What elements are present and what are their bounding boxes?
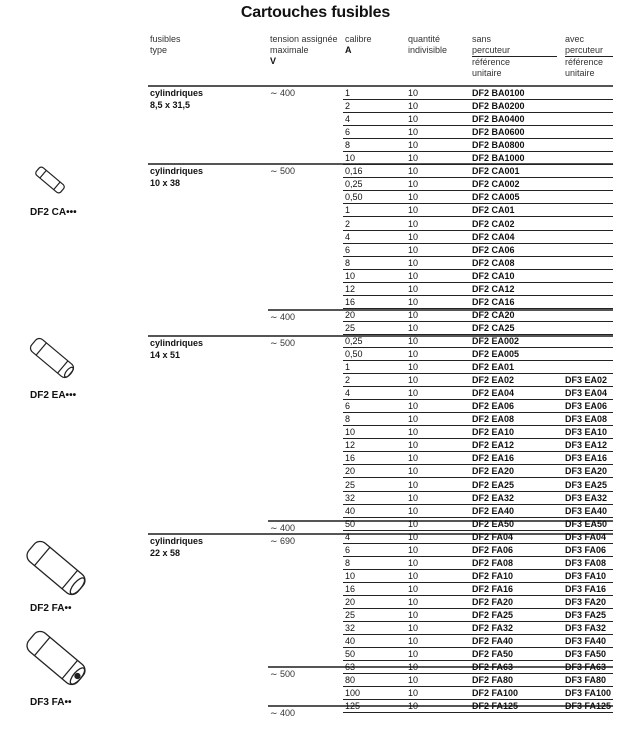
rating-cell: 100 [345, 688, 361, 698]
ref-without-striker-cell: DF2 CA12 [472, 284, 515, 294]
qty-cell: 10 [408, 440, 419, 450]
rating-cell: 0,16 [345, 166, 363, 176]
ref-with-striker-cell: DF3 FA04 [565, 532, 607, 542]
ref-without-striker-cell: DF2 FA25 [472, 610, 514, 620]
ref-with-striker-cell: DF3 EA50 [565, 519, 608, 529]
group-type-14x51 [150, 337, 203, 361]
voltage-label: ∼ 500 [270, 166, 296, 176]
qty-cell: 10 [408, 519, 419, 529]
ref-without-striker-cell: DF2 CA10 [472, 271, 515, 281]
row-divider [343, 477, 613, 478]
ref-with-striker-cell: DF3 EA12 [565, 440, 608, 450]
rating-cell: 20 [345, 466, 356, 476]
rating-cell: 0,50 [345, 349, 363, 359]
qty-cell: 10 [408, 362, 419, 372]
header-with-line1: avec [565, 34, 585, 44]
ref-without-striker-cell: DF2 FA100 [472, 688, 519, 698]
rating-cell: 25 [345, 610, 356, 620]
ref-without-striker-cell: DF2 CA04 [472, 232, 515, 242]
qty-cell: 10 [408, 245, 419, 255]
header-with-line4: unitaire [565, 68, 595, 78]
qty-cell: 10 [408, 179, 419, 189]
page-title: Cartouches fusibles [240, 4, 391, 21]
qty-cell: 10 [408, 349, 419, 359]
rating-cell: 10 [345, 153, 356, 163]
ref-with-striker-cell: DF3 EA02 [565, 375, 608, 385]
ref-with-striker-cell: DF3 EA20 [565, 466, 608, 476]
group-separator [148, 533, 613, 535]
header-voltage [270, 34, 338, 67]
ref-without-striker-cell: DF2 CA16 [472, 297, 515, 307]
ref-without-striker-cell: DF2 EA20 [472, 466, 515, 476]
rating-cell: 10 [345, 271, 356, 281]
qty-cell: 10 [408, 232, 419, 242]
voltage-label: ∼ 400 [270, 523, 296, 533]
rating-cell: 2 [345, 219, 351, 229]
rating-cell: 80 [345, 675, 356, 685]
qty-cell: 10 [408, 545, 419, 555]
rating-cell: 4 [345, 232, 351, 242]
ref-without-striker-cell: DF2 BA0800 [472, 140, 525, 150]
header-voltage-line1: tension assignée [270, 34, 338, 44]
qty-cell: 10 [408, 688, 419, 698]
header-qty-line1: quantité [408, 34, 441, 44]
header-voltage-unit: V [270, 56, 277, 66]
ref-without-striker-cell: DF2 FA08 [472, 558, 514, 568]
ref-with-striker-cell: DF3 FA16 [565, 584, 607, 594]
ref-without-striker-cell: DF2 CA002 [472, 179, 520, 189]
ref-with-striker-cell: DF3 FA100 [565, 688, 612, 698]
ref-without-striker-cell: DF2 FA10 [472, 571, 514, 581]
voltage-label: ∼ 400 [270, 708, 296, 718]
group-type-label: cylindriques [150, 536, 204, 546]
ref-without-striker-cell: DF2 EA12 [472, 440, 515, 450]
qty-cell: 10 [408, 101, 419, 111]
qty-cell: 10 [408, 219, 419, 229]
group-type-label: cylindriques [150, 166, 204, 176]
ref-without-striker-cell: DF2 EA02 [472, 375, 515, 385]
ref-without-striker-cell: DF2 BA0200 [472, 101, 525, 111]
qty-cell: 10 [408, 205, 419, 215]
header-without-line1: sans [472, 34, 492, 44]
qty-cell: 10 [408, 597, 419, 607]
ref-with-striker-cell: DF3 EA08 [565, 414, 608, 424]
row-divider [343, 216, 613, 217]
rating-cell: 32 [345, 623, 356, 633]
qty-cell: 10 [408, 414, 419, 424]
qty-cell: 10 [408, 375, 419, 385]
qty-cell: 10 [408, 610, 419, 620]
qty-cell: 10 [408, 258, 419, 268]
group-separator [148, 335, 613, 337]
qty-cell: 10 [408, 297, 419, 307]
rating-cell: 6 [345, 545, 351, 555]
rating-cell: 20 [345, 310, 356, 320]
rating-cell: 125 [345, 701, 361, 711]
header-without-line4: unitaire [472, 68, 502, 78]
qty-cell: 10 [408, 532, 419, 542]
ref-without-striker-cell: DF2 EA10 [472, 427, 515, 437]
header-without-line3: référence [472, 57, 511, 67]
ref-with-striker-cell: DF3 EA06 [565, 401, 608, 411]
ref-without-striker-cell: DF2 EA40 [472, 506, 515, 516]
voltage-label: ∼ 500 [270, 669, 296, 679]
qty-cell: 10 [408, 584, 419, 594]
voltage-separator [268, 520, 613, 522]
ref-without-striker-cell: DF2 FA40 [472, 636, 514, 646]
ref-without-striker-cell: DF2 CA001 [472, 166, 520, 176]
group-type-label: cylindriques [150, 88, 204, 98]
ref-without-striker-cell: DF2 FA125 [472, 701, 519, 711]
ref-without-striker-cell: DF2 CA01 [472, 205, 515, 215]
rating-cell: 1 [345, 362, 351, 372]
header-qty [408, 34, 447, 56]
ref-without-striker-cell: DF2 FA80 [472, 675, 514, 685]
rating-cell: 40 [345, 506, 356, 516]
header-rating-line1: calibre [345, 34, 372, 44]
group-separator [148, 85, 613, 87]
voltage-separator [268, 309, 613, 311]
rating-cell: 6 [345, 245, 351, 255]
group-type-size: 14 x 51 [150, 350, 181, 360]
qty-cell: 10 [408, 284, 419, 294]
voltage-label: ∼ 500 [270, 338, 296, 348]
rating-cell: 8 [345, 258, 351, 268]
rating-cell: 0,25 [345, 179, 363, 189]
ref-without-striker-cell: DF2 CA02 [472, 219, 515, 229]
ref-with-striker-cell: DF3 FA32 [565, 623, 607, 633]
qty-cell: 10 [408, 480, 419, 490]
ref-without-striker-cell: DF2 EA04 [472, 388, 515, 398]
qty-cell: 10 [408, 114, 419, 124]
ref-with-striker-cell: DF3 EA10 [565, 427, 608, 437]
rating-cell: 2 [345, 375, 351, 385]
ref-without-striker-cell: DF2 CA25 [472, 323, 515, 333]
fuse-cartridge-small-icon [30, 160, 70, 200]
qty-cell: 10 [408, 506, 419, 516]
rating-cell: 40 [345, 636, 356, 646]
voltage-label: ∼ 400 [270, 88, 296, 98]
ref-with-striker-cell: DF3 EA32 [565, 493, 608, 503]
rating-cell: 12 [345, 440, 356, 450]
ref-without-striker-cell: DF2 FA20 [472, 597, 514, 607]
fuse-cartridge-striker-icon [20, 622, 92, 694]
ref-without-striker-cell: DF2 BA1000 [472, 153, 525, 163]
ref-with-striker-cell: DF3 FA50 [565, 649, 607, 659]
product-label: DF2 FA•• [30, 603, 72, 614]
product-label: DF3 FA•• [30, 697, 72, 708]
qty-cell: 10 [408, 336, 419, 346]
rating-cell: 1 [345, 205, 351, 215]
ref-without-striker-cell: DF2 EA16 [472, 453, 515, 463]
ref-with-striker-cell: DF3 FA06 [565, 545, 607, 555]
voltage-separator [268, 666, 613, 668]
voltage-separator [268, 705, 613, 707]
rating-cell: 25 [345, 480, 356, 490]
qty-cell: 10 [408, 153, 419, 163]
rating-cell: 16 [345, 584, 356, 594]
voltage-label: ∼ 400 [270, 312, 296, 322]
ref-without-striker-cell: DF2 EA08 [472, 414, 515, 424]
rating-cell: 20 [345, 597, 356, 607]
rating-cell: 12 [345, 284, 356, 294]
qty-cell: 10 [408, 88, 419, 98]
ref-without-striker-cell: DF2 CA20 [472, 310, 515, 320]
rating-cell: 8 [345, 414, 351, 424]
header-voltage-line2: maximale [270, 45, 309, 55]
qty-cell: 10 [408, 571, 419, 581]
qty-cell: 10 [408, 701, 419, 711]
qty-cell: 10 [408, 192, 419, 202]
qty-cell: 10 [408, 140, 419, 150]
header-rating-unit: A [345, 45, 352, 55]
ref-without-striker-cell: DF2 FA50 [472, 649, 514, 659]
qty-cell: 10 [408, 623, 419, 633]
header-rating [345, 34, 372, 56]
header-type [150, 34, 181, 56]
rating-cell: 63 [345, 662, 356, 672]
rating-cell: 50 [345, 649, 356, 659]
rating-cell: 4 [345, 532, 351, 542]
rating-cell: 16 [345, 453, 356, 463]
ref-with-striker-cell: DF3 FA125 [565, 701, 612, 711]
ref-without-striker-cell: DF2 EA005 [472, 349, 520, 359]
rating-cell: 50 [345, 519, 356, 529]
ref-without-striker-cell: DF2 FA06 [472, 545, 514, 555]
ref-without-striker-cell: DF2 EA32 [472, 493, 515, 503]
header-type-line1: fusibles [150, 34, 181, 44]
qty-cell: 10 [408, 662, 419, 672]
ref-without-striker-cell: DF2 BA0100 [472, 88, 525, 98]
qty-cell: 10 [408, 388, 419, 398]
qty-cell: 10 [408, 323, 419, 333]
ref-with-striker-cell: DF3 FA80 [565, 675, 607, 685]
group-type-size: 8,5 x 31,5 [150, 100, 191, 110]
group-type-22x58 [150, 535, 203, 559]
rating-cell: 10 [345, 571, 356, 581]
ref-with-striker-cell: DF3 FA25 [565, 610, 607, 620]
ref-with-striker-cell: DF3 FA40 [565, 636, 607, 646]
ref-without-striker-cell: DF2 FA16 [472, 584, 514, 594]
ref-with-striker-cell: DF3 FA20 [565, 597, 607, 607]
product-label: DF2 CA••• [30, 207, 77, 218]
rating-cell: 4 [345, 114, 351, 124]
qty-cell: 10 [408, 401, 419, 411]
ref-without-striker-cell: DF2 CA08 [472, 258, 515, 268]
ref-with-striker-cell: DF3 EA25 [565, 480, 608, 490]
rating-cell: 0,50 [345, 192, 363, 202]
ref-with-striker-cell: DF3 EA16 [565, 453, 608, 463]
group-type-size: 22 x 58 [150, 548, 181, 558]
qty-cell: 10 [408, 649, 419, 659]
product-label: DF2 EA••• [30, 390, 77, 401]
ref-with-striker-cell: DF3 EA40 [565, 506, 608, 516]
qty-cell: 10 [408, 427, 419, 437]
ref-with-striker-cell: DF3 FA08 [565, 558, 607, 568]
ref-without-striker-cell: DF2 BA0600 [472, 127, 525, 137]
rating-cell: 4 [345, 388, 351, 398]
ref-without-striker-cell: DF2 FA04 [472, 532, 514, 542]
qty-cell: 10 [408, 166, 419, 176]
header-with-line3: référence [565, 57, 604, 67]
rating-cell: 1 [345, 88, 351, 98]
rating-cell: 8 [345, 140, 351, 150]
qty-cell: 10 [408, 453, 419, 463]
rating-cell: 2 [345, 101, 351, 111]
rating-cell: 0,25 [345, 336, 363, 346]
rating-cell: 25 [345, 323, 356, 333]
ref-without-striker-cell: DF2 BA0400 [472, 114, 525, 124]
fuse-cartridge-medium-icon [24, 330, 80, 386]
row-divider [343, 712, 613, 713]
qty-cell: 10 [408, 310, 419, 320]
group-type-size: 10 x 38 [150, 178, 181, 188]
ref-without-striker-cell: DF2 EA06 [472, 401, 515, 411]
qty-cell: 10 [408, 636, 419, 646]
qty-cell: 10 [408, 558, 419, 568]
ref-with-striker-cell: DF3 FA10 [565, 571, 607, 581]
rating-cell: 32 [345, 493, 356, 503]
ref-without-striker-cell: DF2 FA32 [472, 623, 514, 633]
fuse-cartridge-large-icon [20, 532, 92, 604]
ref-with-striker-cell: DF3 EA04 [565, 388, 608, 398]
header-qty-line2: indivisible [408, 45, 448, 55]
ref-without-striker-cell: DF2 CA005 [472, 192, 520, 202]
voltage-label: ∼ 690 [270, 536, 296, 546]
header-without-line2: percuteur [472, 45, 557, 57]
ref-without-striker-cell: DF2 EA50 [472, 519, 515, 529]
group-type-8-5x31-5 [150, 87, 203, 111]
group-type-10x38 [150, 165, 203, 189]
header-type-line2: type [150, 45, 168, 55]
rating-cell: 10 [345, 427, 356, 437]
ref-without-striker-cell: DF2 EA25 [472, 480, 515, 490]
ref-with-striker-cell: DF3 FA63 [565, 662, 607, 672]
header-with-line2: percuteur [565, 45, 613, 57]
rating-cell: 8 [345, 558, 351, 568]
ref-without-striker-cell: DF2 FA63 [472, 662, 514, 672]
ref-without-striker-cell: DF2 EA002 [472, 336, 520, 346]
qty-cell: 10 [408, 127, 419, 137]
qty-cell: 10 [408, 466, 419, 476]
group-type-label: cylindriques [150, 338, 204, 348]
qty-cell: 10 [408, 675, 419, 685]
qty-cell: 10 [408, 271, 419, 281]
header-with-striker [565, 34, 613, 79]
header-without-striker [472, 34, 557, 79]
ref-without-striker-cell: DF2 EA01 [472, 362, 515, 372]
rating-cell: 6 [345, 127, 351, 137]
qty-cell: 10 [408, 493, 419, 503]
ref-without-striker-cell: DF2 CA06 [472, 245, 515, 255]
rating-cell: 16 [345, 297, 356, 307]
rating-cell: 6 [345, 401, 351, 411]
